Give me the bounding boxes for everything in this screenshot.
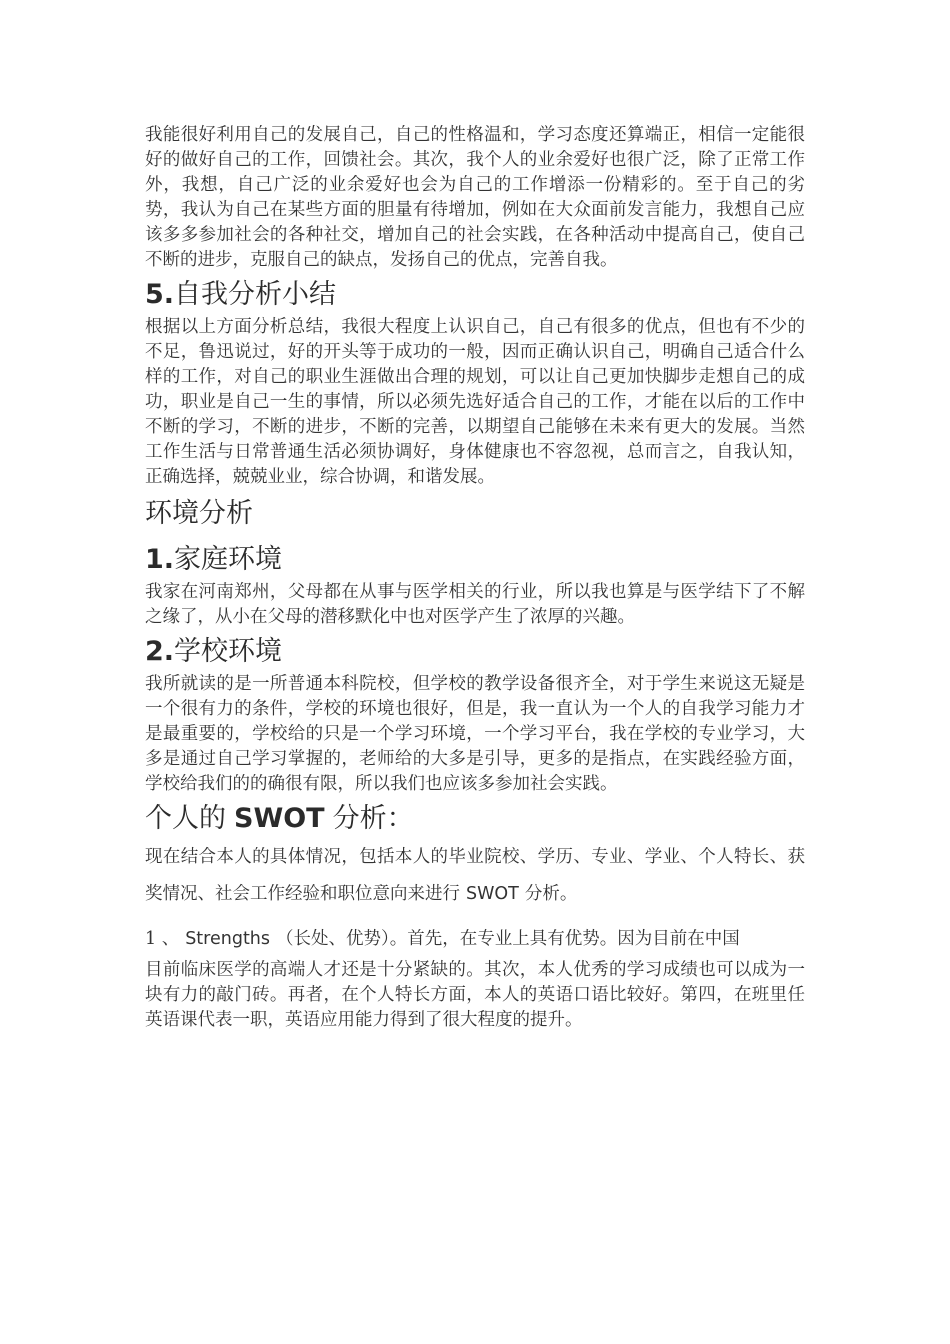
paragraph-strengths-heading [145,921,805,958]
heading-family-environment [145,542,805,578]
heading-swot-analysis [145,801,805,837]
strengths-number: 1 、 [145,929,180,949]
heading-number: 5. [145,279,175,310]
heading-text: 家庭环境 [174,544,283,575]
strengths-term: Strengths [185,929,271,949]
swot-intro-post: 分析。 [524,884,578,904]
heading-text: 学校环境 [174,636,283,667]
heading-self-analysis-summary [145,277,805,313]
paragraph-strengths-body: 目前临床医学的高端人才还是十分紧缺的。其次，本人优秀的学习成绩也可以成为一块有力的敲门砖。再者，在个人特长方面，本人的英语口语比较好。第四，在班里任英语课代表一职，英语应用能力得到了很大程度的提升。 [145,960,805,1030]
paragraph-self-strengths: 我能很好利用自己的发展自己，自己的性格温和，学习态度还算端正，相信一定能很好的做好自己的工作，回馈社会。其次，我个人的业余爱好也很广泛，除了正常工作外，我想，自己广泛的业余爱好也会为自己的工作增添一份精彩的。至于自己的劣势，我认为自己在某些方面的胆量有待增加，例如在大众面前发言能力，我想自己应该多多参加社会的各种社交，增加自己的社会实践，在各种活动中提高自己，使自己不断的进步，克服自己的缺点，发扬自己的优点，完善自我。 [145,125,805,270]
paragraph-swot-intro [145,839,805,913]
heading-swot-term: SWOT [234,803,325,834]
paragraph-family-environment: 我家在河南郑州，父母都在从事与医学相关的行业，所以我也算是与医学结下了不解之缘了，从小在父母的潜移默化中也对医学产生了浓厚的兴趣。 [145,582,805,627]
heading-environment-analysis: 环境分析 [145,498,253,529]
heading-text: 自我分析小结 [174,279,337,310]
swot-intro-pre: 现在结合本人的具体情况，包括本人的毕业院校、学历、专业、学业、个人特长、获奖情况、社会工作经验和职位意向来进行 [145,847,805,904]
paragraph-self-analysis-summary: 根据以上方面分析总结，我很大程度上认识自己，自己有很多的优点，但也有不少的不足，鲁迅说过，好的开头等于成功的一般，因而正确认识自己，明确自己适合什么样的工作，对自己的职业生涯做出合理的规划，可以让自己更加快脚步走想自己的成功，职业是自己一生的事情，所以必须先选好适合自己的工作，才能在以后的工作中不断的学习，不断的进步，不断的完善，以期望自己能够在未来有更大的发展。当然工作生活与日常普通生活必须协调好，身体健康也不容忽视，总而言之，自我认知，正确选择，兢兢业业，综合协调，和谐发展。 [145,317,805,487]
heading-number: 1. [145,544,175,575]
heading-text-post: 分析： [332,803,414,834]
heading-number: 2. [145,636,175,667]
strengths-heading-text: （长处、优势）。首先，在专业上具有优势。因为目前在中国 [276,929,740,949]
heading-school-environment [145,634,805,670]
document-page [145,123,805,1033]
swot-intro-term: SWOT [466,884,519,904]
heading-text-pre: 个人的 [145,803,226,834]
paragraph-school-environment: 我所就读的是一所普通本科院校，但学校的教学设备很齐全，对于学生来说这无疑是一个很有力的条件，学校的环境也很好，但是，我一直认为一个人的自我学习能力才是最重要的，学校给的只是一个学习环境，一个学习平台，我在学校的专业学习，大多是通过自己学习掌握的，老师给的大多是引导，更多的是指点，在实践经验方面，学校给我们的的确很有限，所以我们也应该多参加社会实践。 [145,674,805,794]
